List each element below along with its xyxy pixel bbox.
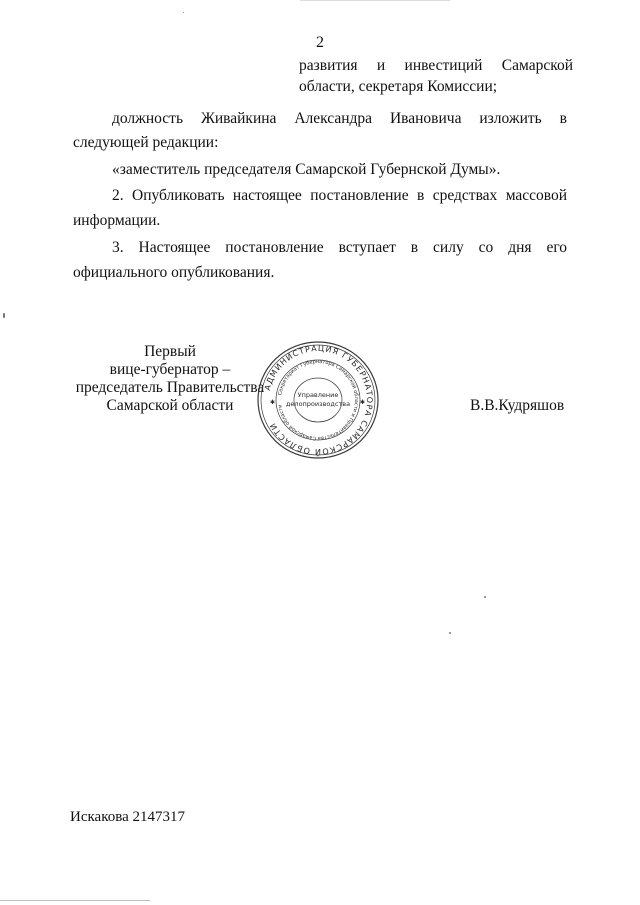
word: средствах <box>432 187 498 204</box>
scan-artifact <box>3 313 5 318</box>
word: Опубликовать <box>132 187 225 204</box>
word: изложить <box>479 110 542 127</box>
header-fragment-line-1 <box>299 56 573 76</box>
signer-title-line: Самарской области <box>106 397 234 414</box>
scan-artifact <box>484 596 486 598</box>
word: силу <box>433 239 464 256</box>
signer-title-line: Первый <box>144 343 196 360</box>
word: Настоящее <box>138 239 211 256</box>
word: в <box>559 110 567 127</box>
page-number: 2 <box>316 34 324 51</box>
stamp-outer-text: АДМИНИСТРАЦИЯ ГУБЕРНАТОРА САМАРСКОЙ ОБЛАСТИ <box>262 343 375 457</box>
paragraph-4-line-1 <box>112 238 567 258</box>
scan-artifact <box>449 632 451 634</box>
stamp-inner-text: Секретариат Губернатора Самарской области и Правительства Самарской области <box>277 358 360 442</box>
word: 2. <box>112 187 124 204</box>
word: в <box>417 187 425 204</box>
word: и <box>376 57 386 74</box>
stamp-center-line-2: делопроизводства <box>285 400 351 408</box>
signer-title-line: председатель Правительства <box>75 379 265 396</box>
stamp-center-line-1: Управление <box>297 391 339 399</box>
official-stamp <box>247 338 389 462</box>
word: 3. <box>112 239 124 256</box>
paragraph-3-line-2: информации. <box>73 212 161 229</box>
word: со <box>478 239 494 256</box>
word: его <box>546 239 568 256</box>
word: Ивановича <box>389 110 462 127</box>
word: постановление <box>225 239 324 256</box>
header-fragment-line-2: области, секретаря Комиссии; <box>299 78 498 95</box>
word: инвестиций <box>404 57 483 74</box>
paragraph-1-line-2: следующей редакции: <box>73 134 219 151</box>
paragraph-2: «заместитель председателя Самарской Губернской Думы». <box>112 161 501 178</box>
word: Самарской <box>501 57 573 74</box>
signer-name: В.В.Кудряшов <box>470 397 565 414</box>
word: вступает <box>338 239 396 256</box>
word: должность <box>112 110 184 127</box>
word: массовой <box>505 187 568 204</box>
signer-title-line: вице-губернатор – <box>109 361 231 378</box>
scan-bottom-rule <box>0 900 150 901</box>
word: настоящее <box>232 187 302 204</box>
scan-artifact <box>183 12 184 13</box>
stamp-star-icon: ✱ <box>270 400 276 406</box>
word: Живайкина <box>200 110 277 127</box>
executor-info: Искакова 2147317 <box>70 809 186 825</box>
word: дня <box>508 239 532 256</box>
scan-top-rule <box>300 0 450 1</box>
word: развития <box>299 57 358 74</box>
paragraph-1-line-1 <box>112 109 567 129</box>
stamp-star-icon: ✱ <box>360 400 366 406</box>
word: Александра <box>294 110 373 127</box>
paragraph-3-line-1 <box>112 186 567 206</box>
word: постановление <box>310 187 409 204</box>
word: в <box>410 239 419 256</box>
paragraph-4-line-2: официального опубликования. <box>73 264 275 281</box>
